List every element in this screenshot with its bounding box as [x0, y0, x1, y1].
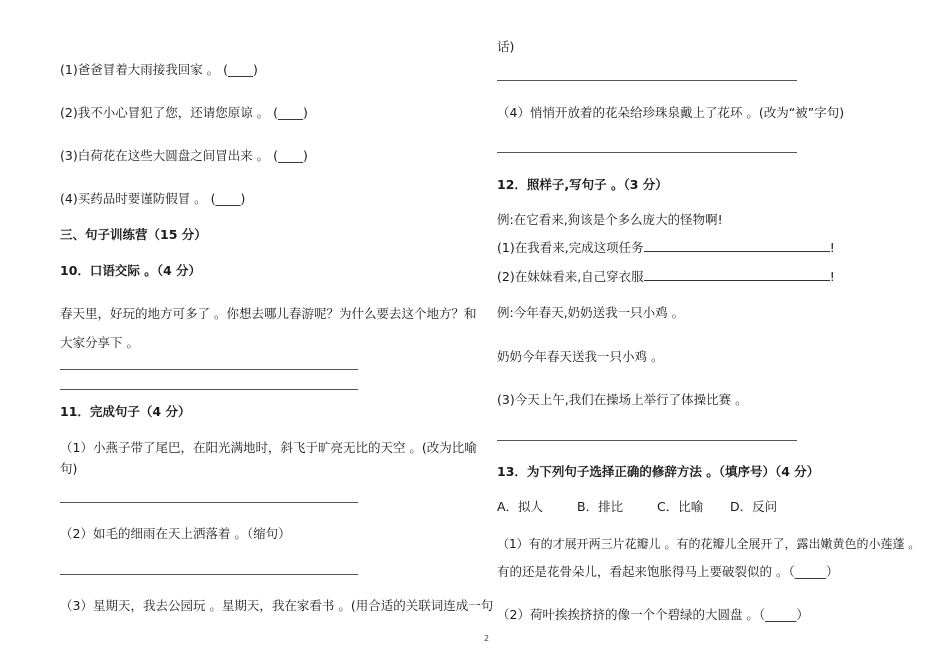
q9-item-1: (1)爸爸冒着大雨接我回家 。 (____) — [60, 62, 258, 77]
q10-answer-line-2 — [60, 389, 358, 390]
q10-answer-line-1 — [60, 369, 358, 370]
q13-option-b: B．排比 — [577, 499, 624, 514]
q9-item-2: (2)我不小心冒犯了您，还请您原谅 。 (____) — [60, 105, 308, 120]
q11-4-answer-line — [497, 152, 797, 153]
q11-title: 11．完成句子（4 分） — [60, 404, 191, 419]
q13-title: 13．为下列句子选择正确的修辞方法 。（填序号）（4 分） — [497, 464, 820, 479]
q11-2-answer-line — [60, 574, 358, 575]
q10-title: 10．口语交际 。（4 分） — [60, 263, 202, 278]
q13-option-a: A．拟人 — [497, 499, 544, 514]
q12-item-1-end: ! — [829, 240, 835, 255]
q12-example-2-result: 奶奶今年春天送我一只小鸡 。 — [497, 349, 664, 364]
q13-1-line2: 有的还是花骨朵儿，看起来饱胀得马上要破裂似的 。（_____） — [497, 564, 839, 579]
q11-3-answer-line — [497, 80, 797, 81]
q13-option-c: C．比喻 — [657, 499, 704, 514]
q11-1-line2: 句) — [60, 461, 78, 476]
q10-text-line2: 大家分享下 。 — [60, 335, 139, 350]
q12-item-2-blank — [644, 268, 830, 281]
q10-text-line1: 春天里，好玩的地方可多了 。你想去哪儿春游呢？为什么要去这个地方？和 — [60, 306, 477, 321]
q12-example-1: 例:在它看来,狗该是个多么庞大的怪物啊! — [497, 212, 723, 227]
q12-item-1-text: (1)在我看来,完成这项任务 — [497, 240, 644, 255]
q12-item-2 — [497, 268, 835, 286]
q13-1-line1: （1）有的才展开两三片花瓣儿 。有的花瓣儿全展开了，露出嫩黄色的小莲蓬 。 — [497, 537, 921, 551]
page-number: 2 — [484, 634, 490, 643]
q12-item-1-blank — [644, 239, 830, 252]
q11-1-line1: （1）小燕子带了尾巴，在阳光满地时，斜飞于旷亮无比的天空 。(改为比喻 — [60, 440, 477, 455]
q12-item-3: (3)今天上午,我们在操场上举行了体操比赛 。 — [497, 392, 748, 407]
q12-example-2: 例:今年春天,奶奶送我一只小鸡 。 — [497, 305, 685, 320]
q12-item-2-text: (2)在妹妹看来,自己穿衣服 — [497, 269, 644, 284]
q11-1-answer-line — [60, 502, 358, 503]
q9-item-4: (4)买药品时要谨防假冒 。 (____) — [60, 191, 246, 206]
q12-item-2-end: ! — [829, 269, 835, 284]
q11-4: （4）悄悄开放着的花朵给珍珠泉戴上了花环 。(改为“被”字句) — [497, 105, 845, 120]
q12-title: 12．照样子,写句子 。（3 分） — [497, 177, 668, 192]
q13-option-d: D．反问 — [730, 499, 778, 514]
q9-item-3: (3)白荷花在这些大圆盘之间冒出来 。 (____) — [60, 148, 308, 163]
section3-title: 三、句子训练营（15 分） — [60, 227, 207, 242]
q12-item-1 — [497, 239, 835, 257]
q12-3-answer-line — [497, 440, 797, 441]
q11-2: （2）如毛的细雨在天上洒落着 。（缩句） — [60, 526, 291, 541]
q11-3: （3）星期天，我去公园玩 。星期天，我在家看书 。(用合适的关联词连成一句 — [60, 598, 494, 613]
q11-3-continued: 话) — [497, 39, 515, 54]
q13-2: （2）荷叶挨挨挤挤的像一个个碧绿的大圆盘 。（_____） — [497, 607, 809, 622]
